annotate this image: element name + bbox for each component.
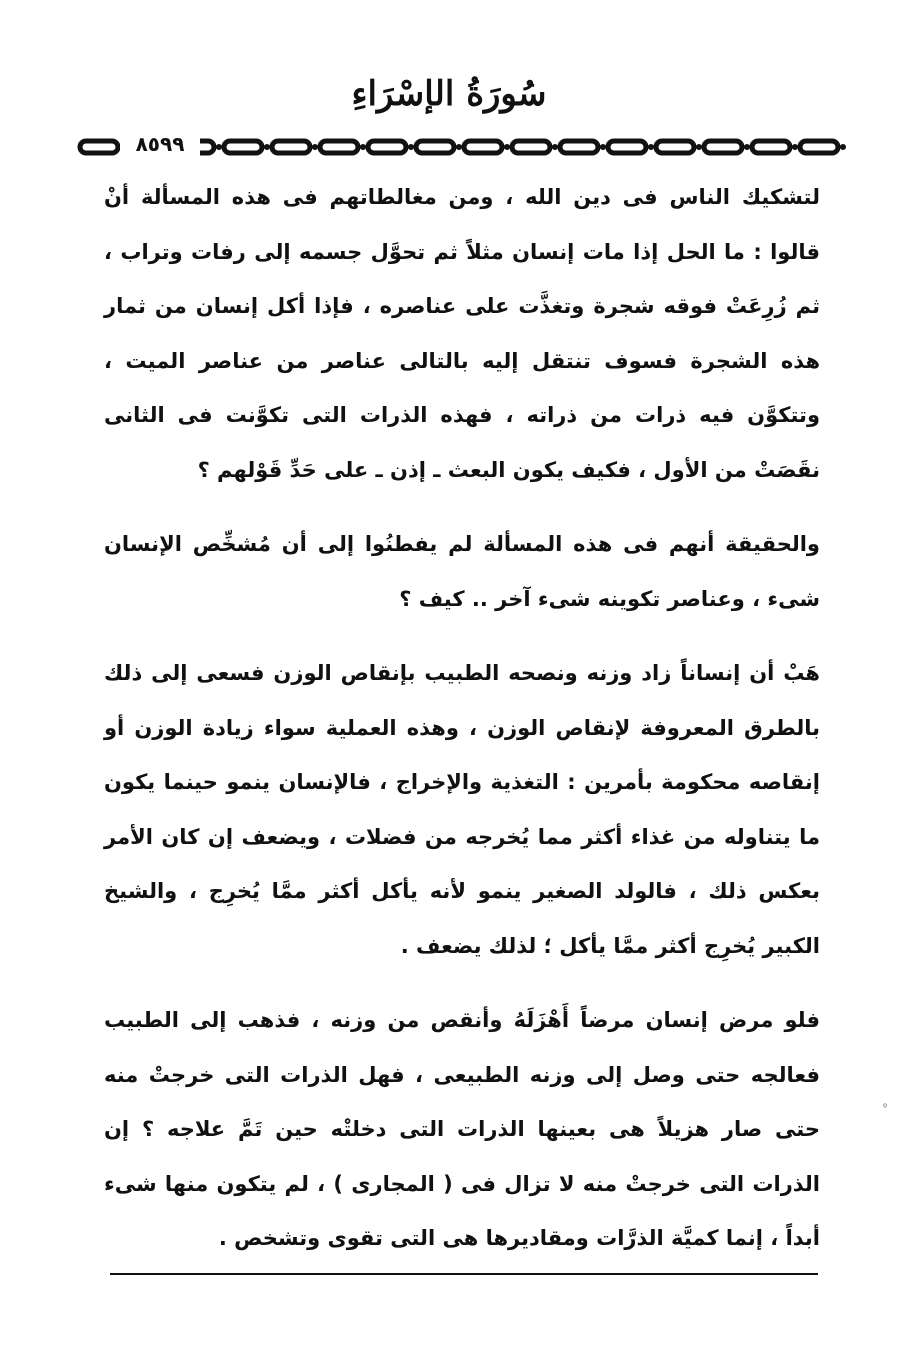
chain-link: [368, 141, 406, 153]
chain-link: [272, 141, 310, 153]
chain-dot: [312, 144, 318, 150]
chain-dot: [600, 144, 606, 150]
chain-dot: [504, 144, 510, 150]
chain-dot: [648, 144, 654, 150]
chain-dot: [456, 144, 462, 150]
chain-link: [560, 141, 598, 153]
chain-dot: [744, 144, 750, 150]
chain-link: [464, 141, 502, 153]
paragraph: والحقيقة أنهم فى هذه المسألة لم يفطنُوا إلى أن مُشخِّص الإنسان شىء ، وعناصر تكوينه شىء آخر .. كيف ؟: [104, 532, 820, 611]
paragraph: فلو مرض إنسان مرضاً أَهْزَلَهُ وأنقص من وزنه ، فذهب إلى الطبيب فعالجه حتى وصل إلى وزنه الطبيعى ، فهل الذرات التى خرجتْ منه حتى صار هزيلاً هى بعينها الذرات التى دخلتْه حين تَمَّ علاجه ؟ إن الذرات التى خرجتْ منه لا تزال فى ( المجارى ) ، لم يتكون منها شىء أبداً ، إنما كميَّة الذرَّات ومقاديرها هى التى تقوى وتشخص .: [104, 1008, 820, 1250]
chain-dot: [264, 144, 270, 150]
chain-link: [704, 141, 742, 153]
body-text: [104, 170, 820, 1286]
surah-title: سُورَةُ الإسْرَاءِ: [351, 74, 547, 114]
chain-link: [656, 141, 694, 153]
chain-dot: [360, 144, 366, 150]
chain-dot: [792, 144, 798, 150]
chain-link: [608, 141, 646, 153]
chain-link: [752, 141, 790, 153]
chain-link: [80, 141, 118, 153]
chain-link: [512, 141, 550, 153]
chain-link: [224, 141, 262, 153]
chain-link: [800, 141, 838, 153]
footer-rule: [110, 1273, 818, 1275]
page-number: ٨٥٩٩: [120, 128, 200, 160]
paragraph: لتشكيك الناس فى دين الله ، ومن مغالطاتهم فى هذه المسألة أنْ قالوا : ما الحل إذا مات إنسان مثلاً ثم تحوَّل جسمه إلى رفات وتراب ، ثم زُرِعَتْ فوقه شجرة وتغذَّت على عناصره ، فإذا أكل إنسان من ثمار هذه الشجرة فسوف تنتقل إليه بالتالى عناصر من عناصر الميت ، وتتكوَّن فيه ذرات من ذراته ، فهذه الذرات التى تكوَّنت فى الثانى نقَصَتْ من الأول ، فكيف يكون البعث ـ إذن ـ على حَدِّ قَوْلهم ؟: [104, 185, 820, 482]
chain-dot: [552, 144, 558, 150]
paragraph: هَبْ أن إنساناً زاد وزنه ونصحه الطبيب بإنقاص الوزن فسعى إلى ذلك بالطرق المعروفة لإنقاص الوزن ، وهذه العملية سواء زيادة الوزن أو إنقاصه محكومة بأمرين : التغذية والإخراج ، فالإنسان ينمو حينما يكون ما يتناوله من غذاء أكثر مما يُخرجه من فضلات ، ويضعف إن كان الأمر بعكس ذلك ، فالولد الصغير ينمو لأنه يأكل أكثر ممَّا يُخرِج ، والشيخ الكبير يُخرِج أكثر ممَّا يأكل ؛ لذلك يضعف .: [104, 661, 820, 958]
chain-dot: [840, 144, 846, 150]
chain-dot: [408, 144, 414, 150]
chain-dot: [696, 144, 702, 150]
scan-speck: ⁰: [883, 1103, 888, 1114]
chain-dot: [216, 144, 222, 150]
chain-link: [320, 141, 358, 153]
chain-link: [416, 141, 454, 153]
